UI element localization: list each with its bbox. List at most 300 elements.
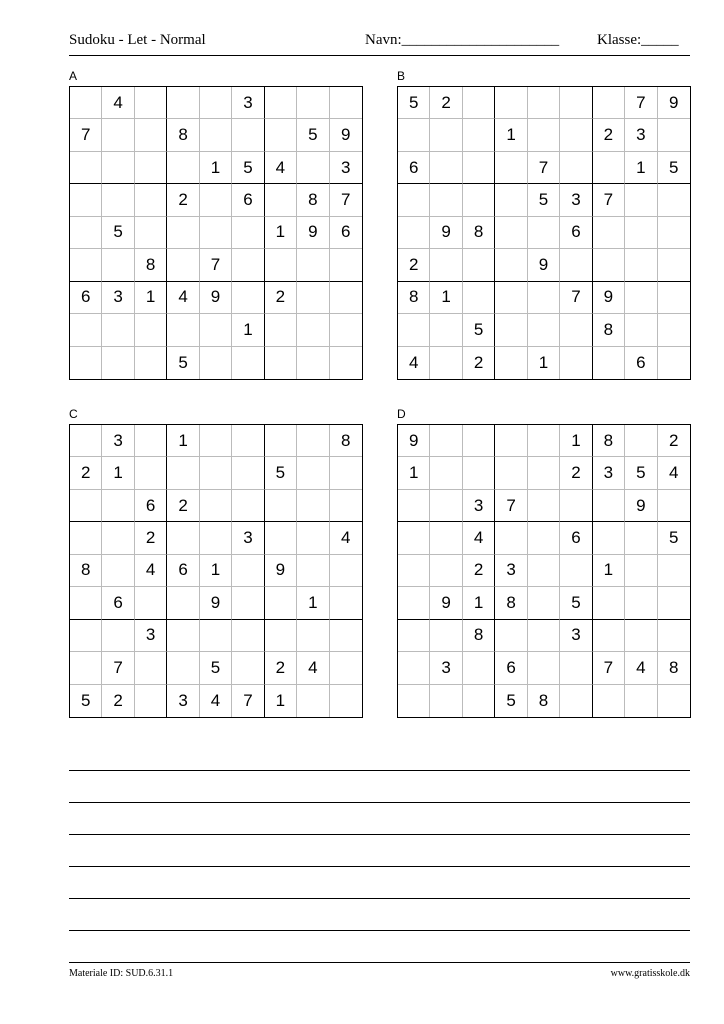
sudoku-cell[interactable]: 4 [200,685,232,717]
sudoku-cell[interactable] [135,347,167,379]
sudoku-cell[interactable] [658,282,690,314]
sudoku-cell[interactable] [232,119,264,151]
sudoku-cell[interactable]: 9 [265,555,297,587]
sudoku-cell[interactable]: 1 [265,217,297,249]
sudoku-cell[interactable] [265,347,297,379]
sudoku-cell[interactable] [430,425,462,457]
sudoku-cell[interactable] [70,490,102,522]
sudoku-cell[interactable] [265,314,297,346]
sudoku-cell[interactable]: 5 [102,217,134,249]
sudoku-cell[interactable] [593,152,625,184]
sudoku-cell[interactable]: 1 [167,425,199,457]
sudoku-cell[interactable] [265,587,297,619]
sudoku-cell[interactable] [330,555,362,587]
sudoku-cell[interactable] [265,249,297,281]
sudoku-cell[interactable] [398,119,430,151]
sudoku-cell[interactable] [70,425,102,457]
sudoku-cell[interactable] [398,314,430,346]
sudoku-cell[interactable] [528,87,560,119]
sudoku-cell[interactable]: 5 [658,152,690,184]
sudoku-cell[interactable] [528,119,560,151]
sudoku-cell[interactable] [200,490,232,522]
sudoku-cell[interactable]: 6 [70,282,102,314]
sudoku-cell[interactable]: 3 [102,282,134,314]
sudoku-cell[interactable] [135,587,167,619]
sudoku-cell[interactable] [297,152,329,184]
sudoku-cell[interactable] [102,184,134,216]
sudoku-cell[interactable] [560,87,592,119]
sudoku-cell[interactable] [528,425,560,457]
sudoku-cell[interactable] [70,347,102,379]
sudoku-cell[interactable] [232,347,264,379]
sudoku-cell[interactable]: 7 [102,652,134,684]
sudoku-cell[interactable] [398,620,430,652]
sudoku-cell[interactable] [463,119,495,151]
sudoku-cell[interactable] [167,217,199,249]
sudoku-cell[interactable] [297,685,329,717]
sudoku-cell[interactable] [330,457,362,489]
sudoku-cell[interactable] [430,347,462,379]
sudoku-cell[interactable] [297,620,329,652]
sudoku-cell[interactable] [658,685,690,717]
sudoku-cell[interactable] [102,314,134,346]
sudoku-cell[interactable]: 1 [528,347,560,379]
sudoku-cell[interactable]: 1 [200,555,232,587]
sudoku-cell[interactable]: 1 [593,555,625,587]
sudoku-cell[interactable] [495,282,527,314]
sudoku-cell[interactable] [232,555,264,587]
sudoku-cell[interactable] [528,217,560,249]
sudoku-cell[interactable]: 1 [495,119,527,151]
sudoku-cell[interactable] [658,314,690,346]
sudoku-cell[interactable] [265,490,297,522]
sudoku-cell[interactable]: 1 [200,152,232,184]
sudoku-cell[interactable] [528,522,560,554]
sudoku-cell[interactable]: 5 [528,184,560,216]
sudoku-cell[interactable] [135,314,167,346]
sudoku-cell[interactable] [265,119,297,151]
sudoku-cell[interactable] [593,490,625,522]
sudoku-cell[interactable]: 1 [398,457,430,489]
sudoku-cell[interactable] [232,490,264,522]
sudoku-cell[interactable] [200,522,232,554]
sudoku-cell[interactable] [297,425,329,457]
sudoku-cell[interactable]: 8 [398,282,430,314]
sudoku-cell[interactable]: 5 [265,457,297,489]
sudoku-cell[interactable]: 1 [430,282,462,314]
sudoku-cell[interactable] [398,587,430,619]
sudoku-cell[interactable] [463,282,495,314]
sudoku-cell[interactable] [625,425,657,457]
sudoku-cell[interactable] [232,457,264,489]
sudoku-cell[interactable]: 8 [658,652,690,684]
sudoku-cell[interactable] [135,457,167,489]
sudoku-cell[interactable] [297,555,329,587]
sudoku-cell[interactable]: 9 [200,282,232,314]
sudoku-cell[interactable] [495,522,527,554]
sudoku-cell[interactable] [658,249,690,281]
sudoku-cell[interactable]: 4 [398,347,430,379]
sudoku-cell[interactable] [528,555,560,587]
sudoku-cell[interactable]: 8 [167,119,199,151]
sudoku-cell[interactable]: 7 [495,490,527,522]
sudoku-cell[interactable] [593,587,625,619]
sudoku-cell[interactable]: 6 [330,217,362,249]
sudoku-cell[interactable] [102,522,134,554]
sudoku-cell[interactable]: 8 [463,620,495,652]
sudoku-cell[interactable] [167,652,199,684]
sudoku-cell[interactable]: 5 [495,685,527,717]
sudoku-cell[interactable] [330,282,362,314]
sudoku-cell[interactable]: 2 [70,457,102,489]
sudoku-cell[interactable] [593,620,625,652]
sudoku-cell[interactable]: 2 [265,282,297,314]
sudoku-cell[interactable]: 9 [625,490,657,522]
sudoku-cell[interactable]: 8 [528,685,560,717]
sudoku-cell[interactable]: 4 [167,282,199,314]
sudoku-cell[interactable] [102,555,134,587]
sudoku-cell[interactable]: 5 [398,87,430,119]
sudoku-cell[interactable] [495,457,527,489]
sudoku-cell[interactable]: 8 [593,314,625,346]
sudoku-cell[interactable]: 3 [463,490,495,522]
sudoku-cell[interactable] [398,685,430,717]
sudoku-cell[interactable]: 3 [625,119,657,151]
sudoku-cell[interactable] [593,347,625,379]
sudoku-cell[interactable]: 3 [560,184,592,216]
sudoku-cell[interactable] [398,555,430,587]
sudoku-cell[interactable] [430,314,462,346]
sudoku-cell[interactable] [70,184,102,216]
sudoku-cell[interactable]: 5 [560,587,592,619]
sudoku-cell[interactable] [200,347,232,379]
sudoku-cell[interactable] [658,620,690,652]
sudoku-cell[interactable] [330,314,362,346]
sudoku-cell[interactable] [330,87,362,119]
sudoku-cell[interactable] [232,217,264,249]
sudoku-cell[interactable]: 8 [70,555,102,587]
sudoku-cell[interactable]: 2 [463,347,495,379]
sudoku-cell[interactable]: 9 [398,425,430,457]
sudoku-cell[interactable]: 6 [232,184,264,216]
sudoku-cell[interactable] [463,425,495,457]
sudoku-cell[interactable] [593,685,625,717]
sudoku-cell[interactable]: 3 [102,425,134,457]
sudoku-cell[interactable]: 5 [200,652,232,684]
sudoku-cell[interactable] [463,652,495,684]
sudoku-cell[interactable] [560,152,592,184]
sudoku-cell[interactable] [297,314,329,346]
sudoku-cell[interactable]: 3 [560,620,592,652]
sudoku-cell[interactable]: 4 [297,652,329,684]
sudoku-cell[interactable] [102,249,134,281]
sudoku-cell[interactable] [330,347,362,379]
sudoku-cell[interactable]: 8 [593,425,625,457]
sudoku-cell[interactable]: 3 [167,685,199,717]
sudoku-cell[interactable] [625,249,657,281]
sudoku-cell[interactable] [528,652,560,684]
sudoku-cell[interactable]: 9 [528,249,560,281]
sudoku-cell[interactable] [495,217,527,249]
sudoku-cell[interactable] [560,249,592,281]
sudoku-cell[interactable] [200,119,232,151]
sudoku-cell[interactable] [200,425,232,457]
sudoku-cell[interactable] [398,184,430,216]
sudoku-cell[interactable]: 6 [167,555,199,587]
sudoku-cell[interactable]: 6 [102,587,134,619]
sudoku-cell[interactable]: 2 [463,555,495,587]
sudoku-cell[interactable]: 8 [495,587,527,619]
sudoku-cell[interactable]: 1 [560,425,592,457]
sudoku-cell[interactable] [560,119,592,151]
sudoku-cell[interactable] [232,620,264,652]
sudoku-cell[interactable] [135,425,167,457]
sudoku-cell[interactable]: 2 [658,425,690,457]
sudoku-cell[interactable] [463,87,495,119]
sudoku-cell[interactable] [625,587,657,619]
sudoku-cell[interactable]: 4 [463,522,495,554]
sudoku-cell[interactable]: 6 [560,217,592,249]
sudoku-cell[interactable]: 2 [398,249,430,281]
sudoku-cell[interactable] [430,119,462,151]
sudoku-cell[interactable]: 2 [265,652,297,684]
sudoku-cell[interactable] [167,620,199,652]
sudoku-cell[interactable]: 6 [398,152,430,184]
sudoku-cell[interactable] [167,87,199,119]
sudoku-cell[interactable]: 3 [430,652,462,684]
sudoku-cell[interactable]: 7 [593,184,625,216]
sudoku-cell[interactable]: 7 [70,119,102,151]
sudoku-cell[interactable]: 8 [297,184,329,216]
sudoku-cell[interactable]: 6 [625,347,657,379]
sudoku-cell[interactable] [658,119,690,151]
sudoku-cell[interactable] [593,249,625,281]
sudoku-cell[interactable] [70,314,102,346]
sudoku-cell[interactable]: 4 [135,555,167,587]
sudoku-cell[interactable] [135,119,167,151]
sudoku-cell[interactable] [265,87,297,119]
sudoku-cell[interactable] [625,217,657,249]
sudoku-cell[interactable]: 7 [528,152,560,184]
sudoku-cell[interactable] [102,119,134,151]
sudoku-cell[interactable] [330,249,362,281]
sudoku-cell[interactable]: 5 [625,457,657,489]
sudoku-cell[interactable] [200,457,232,489]
sudoku-cell[interactable] [232,249,264,281]
sudoku-cell[interactable]: 3 [330,152,362,184]
sudoku-cell[interactable]: 9 [658,87,690,119]
sudoku-cell[interactable] [528,457,560,489]
sudoku-cell[interactable]: 5 [658,522,690,554]
sudoku-cell[interactable]: 5 [167,347,199,379]
sudoku-cell[interactable]: 1 [463,587,495,619]
sudoku-cell[interactable] [528,620,560,652]
sudoku-cell[interactable]: 8 [330,425,362,457]
sudoku-cell[interactable] [593,87,625,119]
sudoku-cell[interactable]: 5 [463,314,495,346]
sudoku-cell[interactable] [398,490,430,522]
sudoku-cell[interactable] [135,217,167,249]
sudoku-cell[interactable] [430,249,462,281]
sudoku-cell[interactable] [70,587,102,619]
sudoku-cell[interactable] [430,152,462,184]
sudoku-cell[interactable] [232,587,264,619]
sudoku-cell[interactable]: 5 [297,119,329,151]
sudoku-cell[interactable] [430,490,462,522]
sudoku-cell[interactable] [265,184,297,216]
sudoku-cell[interactable] [560,314,592,346]
sudoku-cell[interactable] [593,522,625,554]
sudoku-cell[interactable] [135,87,167,119]
sudoku-cell[interactable] [658,347,690,379]
sudoku-cell[interactable] [330,620,362,652]
sudoku-cell[interactable] [463,184,495,216]
sudoku-cell[interactable]: 1 [102,457,134,489]
sudoku-cell[interactable]: 9 [430,217,462,249]
sudoku-cell[interactable] [495,314,527,346]
sudoku-cell[interactable] [430,685,462,717]
sudoku-cell[interactable] [200,217,232,249]
sudoku-cell[interactable]: 7 [200,249,232,281]
sudoku-cell[interactable]: 1 [135,282,167,314]
sudoku-cell[interactable]: 9 [330,119,362,151]
sudoku-cell[interactable]: 5 [232,152,264,184]
sudoku-cell[interactable] [495,620,527,652]
sudoku-cell[interactable]: 9 [297,217,329,249]
sudoku-cell[interactable] [330,587,362,619]
sudoku-cell[interactable]: 5 [70,685,102,717]
sudoku-cell[interactable] [495,87,527,119]
sudoku-cell[interactable] [297,457,329,489]
sudoku-cell[interactable] [297,87,329,119]
sudoku-cell[interactable]: 6 [135,490,167,522]
sudoku-cell[interactable] [70,620,102,652]
sudoku-cell[interactable]: 3 [232,87,264,119]
sudoku-cell[interactable] [430,522,462,554]
sudoku-cell[interactable] [135,184,167,216]
sudoku-cell[interactable]: 3 [135,620,167,652]
sudoku-cell[interactable] [167,457,199,489]
sudoku-cell[interactable] [463,249,495,281]
sudoku-cell[interactable] [495,184,527,216]
sudoku-cell[interactable] [70,652,102,684]
sudoku-cell[interactable]: 6 [495,652,527,684]
sudoku-cell[interactable] [398,217,430,249]
sudoku-cell[interactable]: 3 [495,555,527,587]
sudoku-cell[interactable]: 4 [265,152,297,184]
sudoku-cell[interactable]: 9 [593,282,625,314]
sudoku-cell[interactable] [625,555,657,587]
sudoku-cell[interactable]: 2 [593,119,625,151]
sudoku-cell[interactable] [265,620,297,652]
sudoku-cell[interactable] [330,652,362,684]
sudoku-cell[interactable] [528,314,560,346]
sudoku-cell[interactable] [102,620,134,652]
sudoku-cell[interactable]: 7 [593,652,625,684]
sudoku-cell[interactable] [593,217,625,249]
sudoku-cell[interactable] [463,685,495,717]
sudoku-cell[interactable]: 7 [232,685,264,717]
sudoku-cell[interactable]: 9 [200,587,232,619]
sudoku-cell[interactable] [70,249,102,281]
sudoku-cell[interactable] [167,314,199,346]
sudoku-cell[interactable] [658,490,690,522]
sudoku-cell[interactable] [297,490,329,522]
sudoku-cell[interactable] [232,652,264,684]
sudoku-cell[interactable] [560,652,592,684]
sudoku-cell[interactable]: 2 [135,522,167,554]
sudoku-cell[interactable]: 4 [625,652,657,684]
sudoku-cell[interactable]: 3 [593,457,625,489]
sudoku-cell[interactable] [135,152,167,184]
sudoku-cell[interactable] [495,425,527,457]
sudoku-cell[interactable] [495,152,527,184]
sudoku-cell[interactable] [430,457,462,489]
sudoku-cell[interactable]: 1 [625,152,657,184]
sudoku-cell[interactable] [528,282,560,314]
sudoku-cell[interactable] [297,347,329,379]
sudoku-cell[interactable] [430,620,462,652]
sudoku-cell[interactable] [560,490,592,522]
sudoku-cell[interactable] [625,522,657,554]
sudoku-cell[interactable] [430,184,462,216]
sudoku-cell[interactable] [200,184,232,216]
sudoku-cell[interactable] [265,522,297,554]
sudoku-cell[interactable]: 9 [430,587,462,619]
sudoku-cell[interactable] [232,282,264,314]
sudoku-cell[interactable] [625,282,657,314]
sudoku-cell[interactable] [625,184,657,216]
sudoku-cell[interactable] [625,620,657,652]
sudoku-cell[interactable] [560,685,592,717]
sudoku-cell[interactable] [463,152,495,184]
sudoku-cell[interactable] [495,249,527,281]
sudoku-cell[interactable] [167,587,199,619]
sudoku-cell[interactable] [495,347,527,379]
sudoku-cell[interactable] [167,249,199,281]
sudoku-cell[interactable]: 7 [625,87,657,119]
sudoku-cell[interactable] [297,522,329,554]
sudoku-cell[interactable] [658,587,690,619]
sudoku-cell[interactable] [70,522,102,554]
sudoku-cell[interactable] [167,152,199,184]
sudoku-cell[interactable]: 2 [167,490,199,522]
sudoku-cell[interactable]: 8 [463,217,495,249]
sudoku-cell[interactable]: 2 [560,457,592,489]
sudoku-cell[interactable]: 3 [232,522,264,554]
sudoku-cell[interactable] [200,314,232,346]
sudoku-cell[interactable] [102,347,134,379]
sudoku-cell[interactable] [560,347,592,379]
sudoku-cell[interactable]: 1 [232,314,264,346]
sudoku-cell[interactable]: 2 [430,87,462,119]
sudoku-cell[interactable] [200,620,232,652]
sudoku-cell[interactable]: 4 [330,522,362,554]
sudoku-cell[interactable]: 8 [135,249,167,281]
sudoku-cell[interactable] [70,217,102,249]
sudoku-cell[interactable] [135,685,167,717]
sudoku-cell[interactable]: 1 [265,685,297,717]
sudoku-cell[interactable] [398,652,430,684]
sudoku-cell[interactable]: 2 [102,685,134,717]
sudoku-cell[interactable]: 7 [560,282,592,314]
sudoku-cell[interactable] [265,425,297,457]
sudoku-cell[interactable] [398,522,430,554]
sudoku-cell[interactable] [528,587,560,619]
sudoku-cell[interactable] [70,87,102,119]
sudoku-cell[interactable] [528,490,560,522]
sudoku-cell[interactable] [70,152,102,184]
